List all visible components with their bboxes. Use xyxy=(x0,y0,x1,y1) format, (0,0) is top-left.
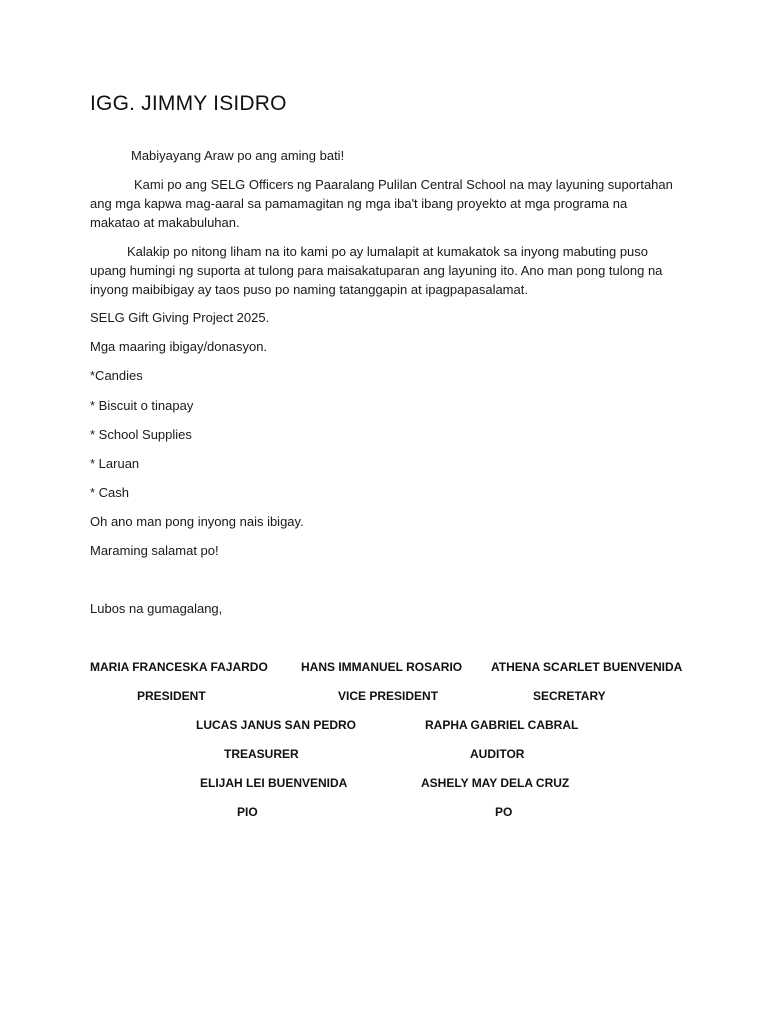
signatory-position-treasurer: TREASURER xyxy=(224,747,299,761)
signatory-name-vice-president: HANS IMMANUEL ROSARIO xyxy=(301,660,463,674)
paragraph-request: Kalakip po nitong liham na ito kami po ay lumalapit at kumakatok sa inyong mabuting puso upang humingi ng suporta at tulong para maisakatuparan ang layuning ito. Ano man pong tulong na inyong maibibigay ay taos puso po naming tatanggapin at ipagpapasalamat. xyxy=(90,244,663,297)
signatory-position-president: PRESIDENT xyxy=(137,689,206,703)
recipient-heading: IGG. JIMMY ISIDRO xyxy=(90,92,287,115)
closing-note: Oh ano man pong inyong nais ibigay. xyxy=(90,514,304,529)
donation-item: * School Supplies xyxy=(90,427,192,442)
signatory-name-treasurer: LUCAS JANUS SAN PEDRO xyxy=(196,718,357,732)
signatory-position-auditor: AUDITOR xyxy=(470,747,525,761)
signatory-position-secretary: SECRETARY xyxy=(533,689,606,703)
signatory-name-po: ASHELY MAY DELA CRUZ xyxy=(421,776,570,790)
signatory-name-president: MARIA FRANCESKA FAJARDO xyxy=(90,660,268,674)
donation-item: *Candies xyxy=(90,368,143,383)
signatory-name-secretary: ATHENA SCARLET BUENVENIDA xyxy=(491,660,683,674)
donations-intro: Mga maaring ibigay/donasyon. xyxy=(90,339,268,354)
project-title: SELG Gift Giving Project 2025. xyxy=(90,310,270,325)
thanks-line: Maraming salamat po! xyxy=(90,543,219,558)
signatory-position-vice-president: VICE PRESIDENT xyxy=(338,689,439,703)
signatory-position-po: PO xyxy=(495,805,513,819)
donation-item: * Cash xyxy=(90,485,130,500)
greeting: Mabiyayang Araw po ang aming bati! xyxy=(131,148,345,163)
donation-item: * Laruan xyxy=(90,456,140,471)
signatory-name-pio: ELIJAH LEI BUENVENIDA xyxy=(200,776,348,790)
paragraph-intro: Kami po ang SELG Officers ng Paaralang Pulilan Central School na may layuning suportahan ang mga kapwa mag-aaral sa pamamagitan ng mga iba't ibang proyekto at mga programa na makatao at makabuluhan. xyxy=(90,177,673,230)
signatory-position-pio: PIO xyxy=(237,805,258,819)
signatory-name-auditor: RAPHA GABRIEL CABRAL xyxy=(425,718,579,732)
complimentary-close: Lubos na gumagalang, xyxy=(90,601,223,616)
donation-item: * Biscuit o tinapay xyxy=(90,398,194,413)
